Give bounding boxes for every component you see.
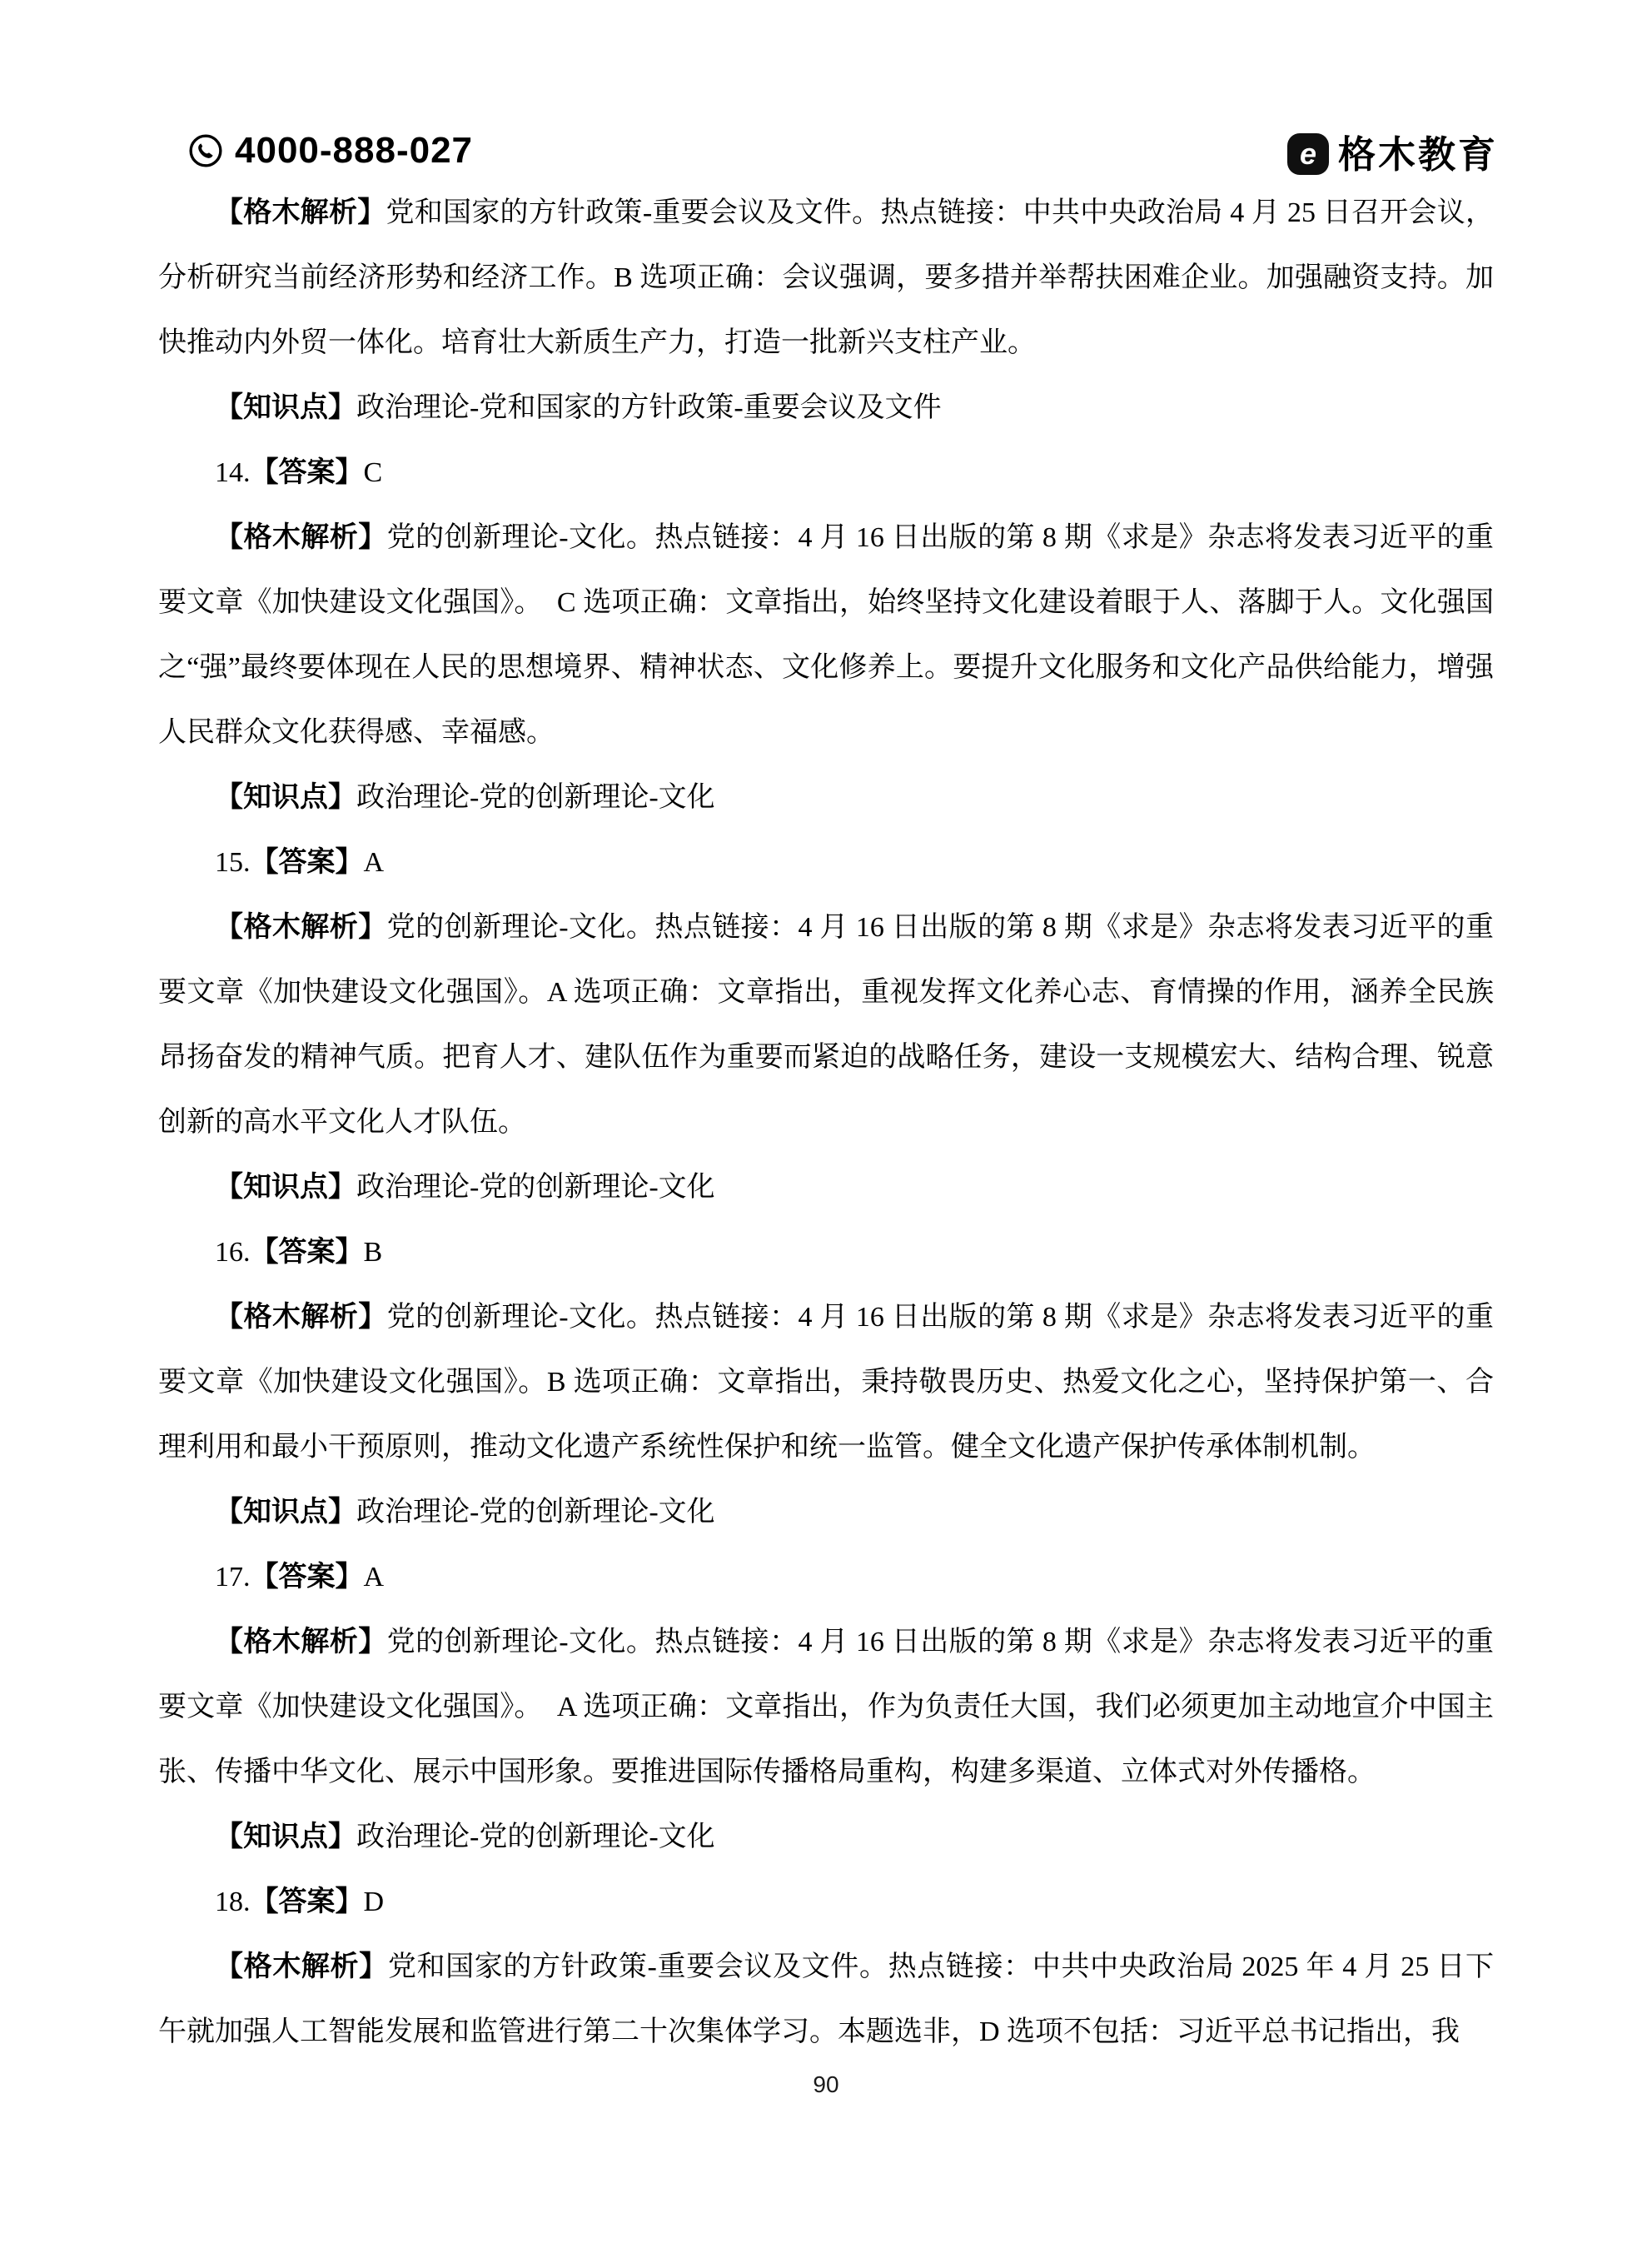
page-footer bbox=[0, 2071, 1652, 2098]
answer-value: C bbox=[363, 457, 383, 488]
answer-value: A bbox=[363, 1562, 385, 1593]
analysis-label: 【格木解析】 bbox=[215, 1627, 387, 1657]
analysis-text: 党和国家的方针政策-重要会议及文件。热点链接：中共中央政治局 4 月 25 日召开会议，分析研究当前经济形势和经济工作。B 选项正确：会议强调，要多措并举帮扶困难企业。加强融资支持。加快推动内外贸一体化。培育壮大新质生产力，打造一批新兴支柱产业。 bbox=[158, 197, 1495, 358]
knowledge-text: 政治理论-党和国家的方针政策-重要会议及文件 bbox=[356, 392, 942, 423]
brand-name: 格木教育 bbox=[1338, 132, 1499, 176]
analysis-paragraph bbox=[158, 1935, 1494, 2065]
knowledge-label: 【知识点】 bbox=[215, 1822, 356, 1852]
header-phone-contact bbox=[188, 130, 473, 172]
knowledge-point-paragraph bbox=[158, 376, 1494, 441]
analysis-label: 【格木解析】 bbox=[215, 522, 387, 553]
answer-label: 【答案】 bbox=[250, 1887, 364, 1917]
answer-label: 【答案】 bbox=[250, 457, 364, 488]
analysis-label: 【格木解析】 bbox=[215, 1951, 388, 1982]
analysis-text: 党和国家的方针政策-重要会议及文件。热点链接：中共中央政治局 2025 年 4 月 25 日下午就加强人工智能发展和监管进行第二十次集体学习。本题选非，D 选项不包括：习近平总书记指出，我 bbox=[158, 1951, 1494, 2047]
knowledge-label: 【知识点】 bbox=[215, 1497, 356, 1528]
knowledge-text: 政治理论-党的创新理论-文化 bbox=[356, 1172, 715, 1203]
analysis-text: 党的创新理论-文化。热点链接：4 月 16 日出版的第 8 期《求是》杂志将发表习近平的重要文章《加快建设文化强国》。 A 选项正确：文章指出，作为负责任大国，我们必须更加主动地宣介中国主张、传播中华文化、展示中国形象。要推进国际传播格局重构，构建多渠道、立体式对外传播格。 bbox=[158, 1627, 1495, 1787]
answer-line bbox=[158, 1870, 1494, 1935]
brand-logo-icon bbox=[1287, 133, 1329, 175]
phone-number: 4000-888-027 bbox=[235, 130, 474, 171]
answer-label: 【答案】 bbox=[250, 1237, 364, 1268]
analysis-label: 【格木解析】 bbox=[215, 197, 386, 228]
question-number: 17. bbox=[215, 1562, 251, 1593]
question-number: 14. bbox=[215, 457, 251, 488]
analysis-paragraph bbox=[158, 895, 1494, 1155]
knowledge-label: 【知识点】 bbox=[215, 1172, 356, 1203]
brand-icon-letter: e bbox=[1299, 137, 1317, 171]
question-number: 15. bbox=[215, 847, 251, 878]
knowledge-point-paragraph bbox=[158, 1805, 1494, 1870]
analysis-paragraph bbox=[158, 506, 1494, 765]
answer-label: 【答案】 bbox=[250, 1562, 364, 1593]
analysis-label: 【格木解析】 bbox=[215, 912, 387, 943]
analysis-label: 【格木解析】 bbox=[215, 1302, 387, 1333]
knowledge-label: 【知识点】 bbox=[215, 782, 356, 813]
answer-value: B bbox=[363, 1237, 383, 1268]
analysis-text: 党的创新理论-文化。热点链接：4 月 16 日出版的第 8 期《求是》杂志将发表习近平的重要文章《加快建设文化强国》。A 选项正确：文章指出，重视发挥文化养心志、育情操的作用，涵养全民族昂扬奋发的精神气质。把育人才、建队伍作为重要而紧迫的战略任务，建设一支规模宏大、结构合理、锐意创新的高水平文化人才队伍。 bbox=[158, 912, 1495, 1138]
analysis-paragraph bbox=[158, 181, 1494, 376]
analysis-text: 党的创新理论-文化。热点链接：4 月 16 日出版的第 8 期《求是》杂志将发表习近平的重要文章《加快建设文化强国》。 C 选项正确：文章指出，始终坚持文化建设着眼于人、落脚于人。文化强国之“强”最终要体现在人民的思想境界、精神状态、文化修养上。要提升文化服务和文化产品供给能力，增强人民群众文化获得感、幸福感。 bbox=[158, 522, 1495, 748]
knowledge-point-paragraph bbox=[158, 765, 1494, 830]
analysis-paragraph bbox=[158, 1285, 1494, 1480]
question-number: 16. bbox=[215, 1237, 251, 1268]
answer-line bbox=[158, 1220, 1494, 1285]
document-body bbox=[158, 181, 1494, 2065]
knowledge-label: 【知识点】 bbox=[215, 392, 356, 423]
question-number: 18. bbox=[215, 1887, 251, 1917]
knowledge-point-paragraph bbox=[158, 1480, 1494, 1545]
answer-line bbox=[158, 830, 1494, 895]
knowledge-text: 政治理论-党的创新理论-文化 bbox=[356, 1822, 715, 1852]
answer-value: A bbox=[363, 847, 385, 878]
knowledge-point-paragraph bbox=[158, 1155, 1494, 1220]
brand-logo bbox=[1287, 133, 1498, 175]
analysis-text: 党的创新理论-文化。热点链接：4 月 16 日出版的第 8 期《求是》杂志将发表习近平的重要文章《加快建设文化强国》。B 选项正确：文章指出，秉持敬畏历史、热爱文化之心，坚持保护第一、合理利用和最小干预原则，推动文化遗产系统性保护和统一监管。健全文化遗产保护传承体制机制。 bbox=[158, 1302, 1495, 1463]
page-number: 90 bbox=[813, 2071, 839, 2097]
knowledge-text: 政治理论-党的创新理论-文化 bbox=[356, 782, 715, 813]
answer-label: 【答案】 bbox=[250, 847, 364, 878]
knowledge-text: 政治理论-党的创新理论-文化 bbox=[356, 1497, 715, 1528]
analysis-paragraph bbox=[158, 1610, 1494, 1805]
answer-line bbox=[158, 1545, 1494, 1610]
answer-value: D bbox=[363, 1887, 385, 1917]
phone-icon bbox=[188, 133, 223, 168]
answer-line bbox=[158, 441, 1494, 506]
